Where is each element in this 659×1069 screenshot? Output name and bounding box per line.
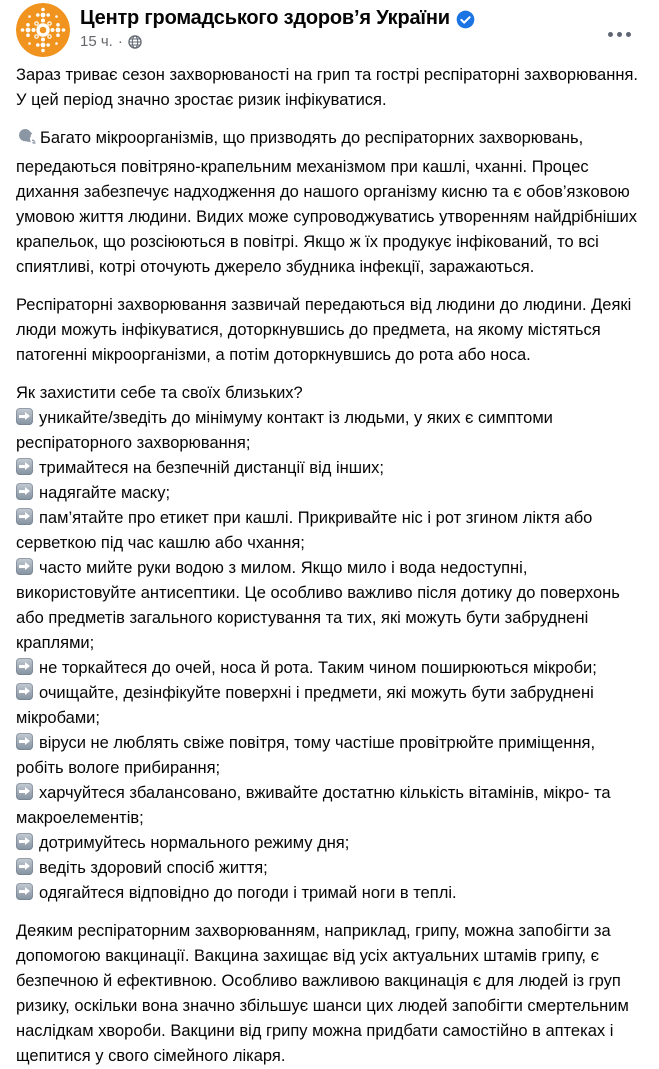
- speaking-head-icon: [16, 127, 36, 155]
- header-meta: [80, 3, 475, 50]
- tip-item: [16, 881, 643, 906]
- tip-text: пам’ятайте про етикет при кашлі. Прикривайте ніс і рот згином ліктя або серветкою під час кашлю або чхання;: [16, 509, 593, 552]
- arrow-bullet-icon: [16, 458, 33, 475]
- page-name[interactable]: Центр громадського здоров’я України: [80, 7, 450, 29]
- tip-text: не торкайтеся до очей, носа й рота. Таким чином поширюються мікроби;: [39, 659, 597, 677]
- arrow-bullet-icon: [16, 858, 33, 875]
- tip-item: [16, 556, 643, 656]
- tip-item: [16, 681, 643, 731]
- public-globe-icon: [128, 35, 142, 49]
- timestamp[interactable]: 15 ч.: [80, 33, 113, 50]
- tip-item: [16, 656, 643, 681]
- arrow-bullet-icon: [16, 783, 33, 800]
- post-options-menu-icon[interactable]: [600, 24, 639, 45]
- arrow-bullet-icon: [16, 833, 33, 850]
- protection-tips: [16, 381, 643, 906]
- tip-text: очищайте, дезінфікуйте поверхні і предмети, які можуть бути забруднені мікробами;: [16, 684, 594, 727]
- arrow-bullet-icon: [16, 483, 33, 500]
- arrow-bullet-icon: [16, 733, 33, 750]
- tip-text: харчуйтеся збалансовано, вживайте достатню кількість вітамінів, мікро- та макроелементів;: [16, 784, 611, 827]
- tip-item: [16, 506, 643, 556]
- meta-separator: ·: [117, 33, 123, 50]
- arrow-bullet-icon: [16, 883, 33, 900]
- tip-item: [16, 781, 643, 831]
- tip-text: тримайтеся на безпечній дистанції від інших;: [39, 459, 385, 477]
- verified-badge-icon: [456, 10, 475, 29]
- tip-text: ведіть здоровий спосіб життя;: [39, 859, 268, 877]
- tip-item: [16, 406, 643, 456]
- sunburst-logo-icon: [16, 3, 70, 57]
- paragraph-vaccination: Деяким респіраторним захворюванням, наприклад, грипу, можна запобігти за допомогою вакцинації. Вакцина захищає від усіх актуальних штамів грипу, є безпечною й ефективною. Особливо важливою вакцинація є для людей із груп ризику, оскільки вона значно збільшує шанси цих людей запобігти смертельним наслідкам хвороби. Вакцини від грипу можна придбати самостійно в аптеках і щепитися у свого сімейного лікаря.: [16, 922, 629, 1065]
- tip-item: [16, 856, 643, 881]
- paragraph-intro: Зараз триває сезон захворюваності на грип та гострі респіраторні захворювання. У цей період значно зростає ризик інфікуватися.: [16, 66, 638, 109]
- tip-text: часто мийте руки водою з милом. Якщо мило і вода недоступні, використовуйте антисептики. Це особливо важливо після дотику до поверхонь або предметів загального користування та тих, які можуть бути забруднені краплями;: [16, 559, 620, 652]
- arrow-bullet-icon: [16, 558, 33, 575]
- arrow-bullet-icon: [16, 508, 33, 525]
- arrow-bullet-icon: [16, 408, 33, 425]
- tip-text: уникайте/зведіть до мінімуму контакт із людьми, у яких є симптоми респіраторного захворювання;: [16, 409, 553, 452]
- arrow-bullet-icon: [16, 658, 33, 675]
- tip-item: [16, 481, 643, 506]
- paragraph-transmission-text: Багато мікроорганізмів, що призводять до респіраторних захворювань, передаються повітряно-крапельним механізмом при кашлі, чханні. Процес дихання забезпечує надходження до нашого організму кисню та є обов’язковою умовою життя людини. Видих може супроводжуватись утворенням найдрібніших крапельок, що розсіюються в повітрі. Якщо ж їх продукує інфікований, то всі спиятливі, котрі оточують джерело збудника інфекції, заражаються.: [16, 129, 637, 276]
- tip-item: [16, 831, 643, 856]
- post-header: [16, 0, 643, 57]
- paragraph-transmission: [16, 126, 643, 280]
- tip-item: [16, 731, 643, 781]
- tips-heading: Як захистити себе та своїх близьких?: [16, 384, 303, 402]
- post-body: [16, 63, 643, 1069]
- tip-text: одягайтеся відповідно до погоди і тримай ноги в теплі.: [39, 884, 457, 902]
- paragraph-contact-spread: Респіраторні захворювання зазвичай передаються від людини до людини. Деякі люди можуть інфікуватися, доторкнувшись до предмета, на якому містяться патогенні мікроорганізми, а потім доторкнувшись до рота або носа.: [16, 296, 632, 364]
- page-avatar[interactable]: [16, 3, 70, 57]
- tip-text: дотримуйтесь нормального режиму дня;: [39, 834, 350, 852]
- arrow-bullet-icon: [16, 683, 33, 700]
- tip-item: [16, 456, 643, 481]
- tip-text: віруси не люблять свіже повітря, тому частіше провітрюйте приміщення, робіть вологе прибирання;: [16, 734, 596, 777]
- tip-text: надягайте маску;: [39, 484, 171, 502]
